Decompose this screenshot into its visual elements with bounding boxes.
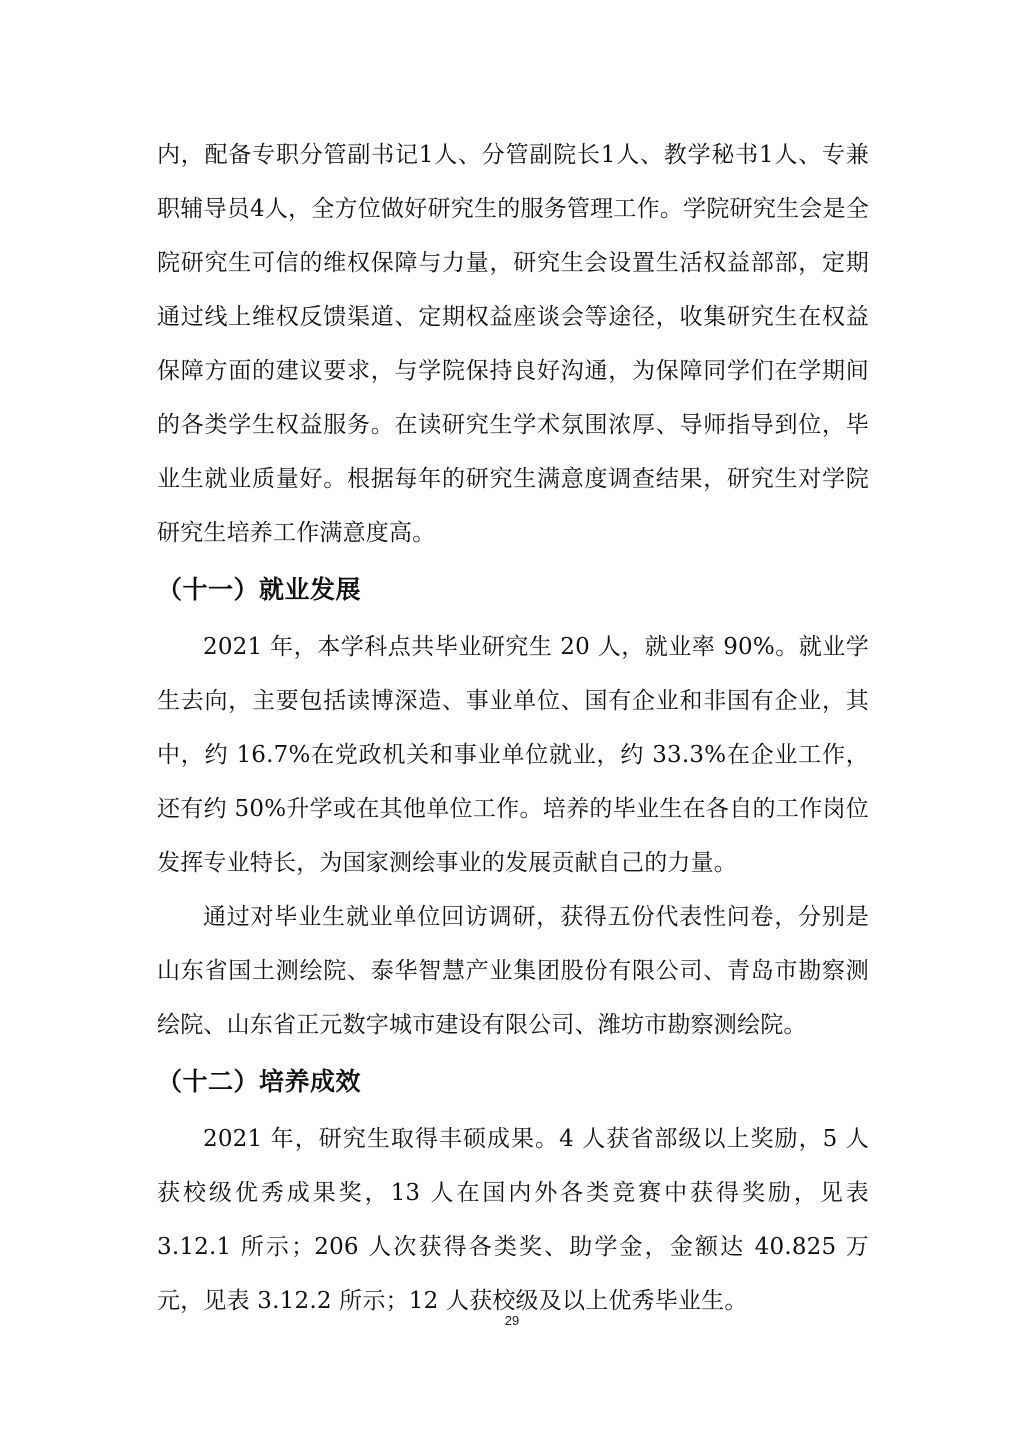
paragraph-employer-survey: 通过对毕业生就业单位回访调研，获得五份代表性问卷，分别是山东省国土测绘院、泰华智慧产业集团股份有限公司、青岛市勘察测绘院、山东省正元数字城市建设有限公司、潍坊市勘察测绘院。	[157, 904, 869, 1038]
page-number: 29	[504, 1313, 520, 1328]
section-heading-employment: （十一）就业发展	[157, 575, 362, 604]
section-heading-outcomes: （十二）培养成效	[157, 1067, 362, 1096]
paragraph-employment-stats: 2021 年，本学科点共毕业研究生 20 人，就业率 90%。就业学生去向，主要包括读博深造、事业单位、国有企业和非国有企业，其中，约 16.7%在党政机关和事业单位就业，约 33.3%在企业工作，还有约 50%升学或在其他单位工作。培养的毕业生在各自的工作岗位发挥专业特长，为国家测绘事业的发展贡献自己的力量。	[157, 634, 869, 876]
paragraph-intro: 内，配备专职分管副书记1人、分管副院长1人、教学秘书1人、专兼职辅导员4人，全方位做好研究生的服务管理工作。学院研究生会是全院研究生可信的维权保障与力量，研究生会设置生活权益部部，定期通过线上维权反馈渠道、定期权益座谈会等途径，收集研究生在权益保障方面的建议要求，与学院保持良好沟通，为保障同学们在学期间的各类学生权益服务。在读研究生学术氛围浓厚、导师指导到位，毕业生就业质量好。根据每年的研究生满意度调查结果，研究生对学院研究生培养工作满意度高。	[157, 142, 869, 546]
paragraph-outcomes: 2021 年，研究生取得丰硕成果。4 人获省部级以上奖励，5 人获校级优秀成果奖，13 人在国内外各类竞赛中获得奖励，见表 3.12.1 所示；206 人次获得各类奖、助学金，金额达 40.825 万元，见表 3.12.2 所示；12 人获校级及以上优秀毕业生。	[157, 1126, 869, 1314]
page-body	[157, 128, 869, 1328]
